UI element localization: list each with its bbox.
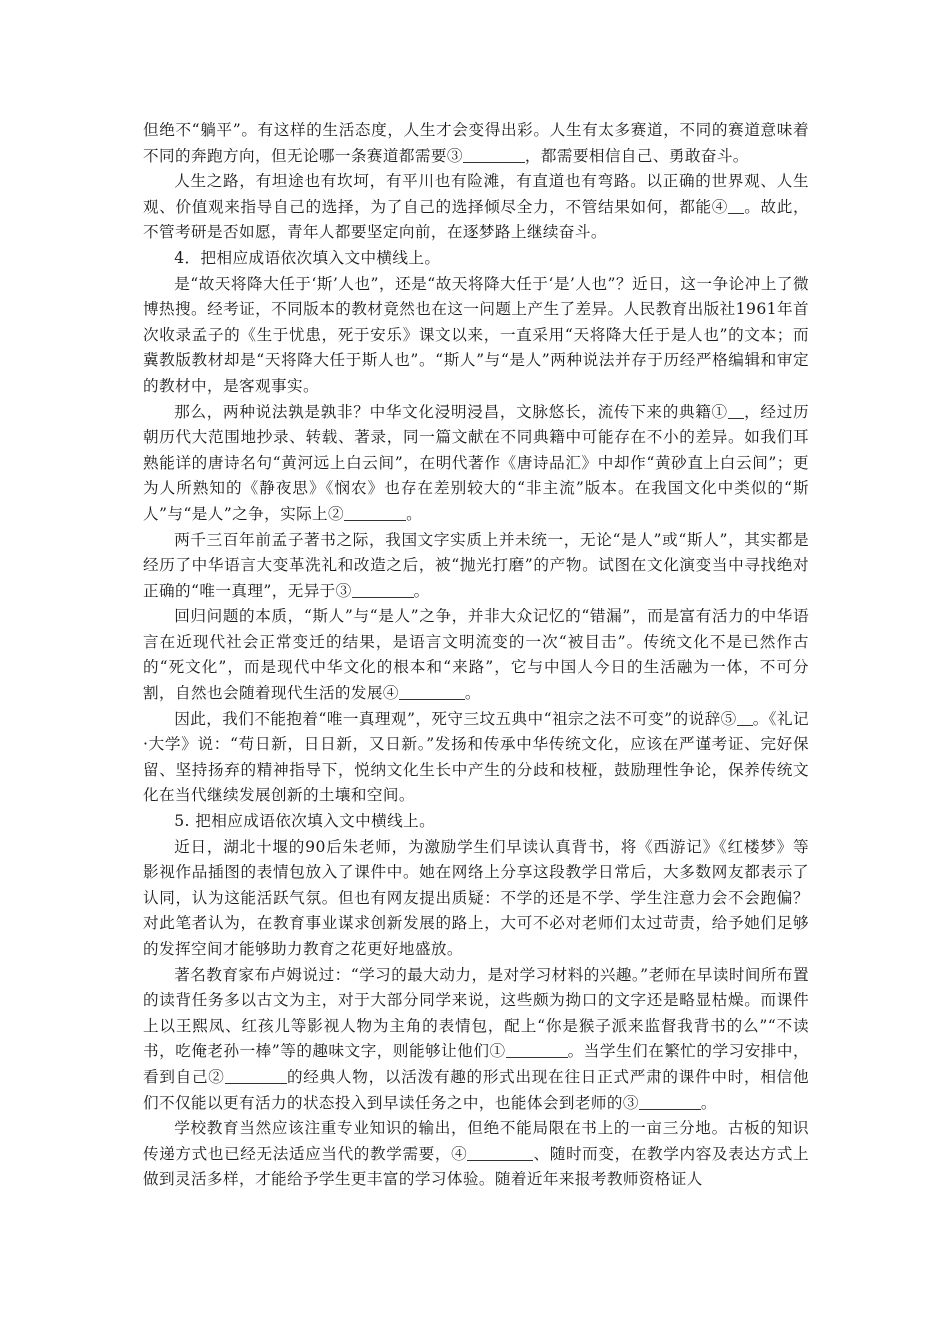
paragraph: 人生之路，有坦途也有坎坷，有平川也有险滩，有直道也有弯路。以正确的世界观、人生观、价值观来指导自己的选择，为了自己的选择倾尽全力，不管结果如何，都能④ 。故此，不管考研是否如愿，青年人都要坚定向前，在逐梦路上继续奋斗。 (143, 172, 809, 242)
answer-blank (728, 197, 744, 214)
paragraph: 近日，湖北十堰的90后朱老师，为激励学生们早读认真背书，将《西游记》《红楼梦》等影视作品插图的表情包放入了课件中。她在网络上分享这段教学日常后，大多数网友都表示了认同，认为这能活跃气氛。但也有网友提出质疑：不学的还是不学、学生注意力会不会跑偏？对此笔者认为，在教育事业谋求创新发展的路上，大可不必对老师们太过苛责，给予她们足够的发挥空间才能够助力教育之花更好地盛放。 (143, 837, 809, 958)
document-page (143, 118, 809, 1193)
answer-blank (639, 1093, 701, 1110)
answer-blank (728, 402, 744, 419)
answer-blank (344, 504, 406, 521)
paragraph: 是“故天将降大任于‘斯’人也”，还是“故天将降大任于‘是’人也”？近日，这一争论冲上了微博热搜。经考证，不同版本的教材竟然也在这一问题上产生了差异。人民教育出版社1961年首次收录孟子的《生于忧患，死于安乐》课文以来，一直采用“天将降大任于是人也”的文本；而冀教版教材却是“天将降大任于斯人也”。“斯人”与“是人”两种说法并存于历经严格编辑和审定的教材中，是客观事实。 (143, 274, 809, 395)
paragraph: 两千三百年前孟子著书之际，我国文字实质上并未统一，无论“是人”或“斯人”，其实都是经历了中华语言大变革洗礼和改造之后，被“抛光打磨”的产物。试图在文化演变当中寻找绝对正确的“唯一真理”，无异于③ 。 (143, 530, 809, 600)
question-5-title: 5. 把相应成语依次填入文中横线上。 (174, 812, 436, 831)
question-4-title: 4．把相应成语依次填入文中横线上。 (174, 248, 441, 267)
paragraph: 回归问题的本质，“斯人”与“是人”之争，并非大众记忆的“错漏”，而是富有活力的中华语言在近现代社会正常变迁的结果，是语言文明流变的一次“被目击”。传统文化不是已然作古的“死文化”，而是现代中华文化的根本和“来路”，它与中国人今日的生活融为一体，不可分割，自然也会随着现代生活的发展④ 。 (143, 607, 809, 703)
answer-blank (506, 1042, 568, 1059)
paragraph: 因此，我们不能抱着“唯一真理观”，死守三坟五典中“祖宗之法不可变”的说辞⑤ 。《礼记·大学》说：“苟日新，日日新，又日新。”发扬和传承中华传统文化，应该在严谨考证、完好保留、坚持扬弃的精神指导下，悦纳文化生长中产生的分歧和枝桠，鼓励理性争论，保养传统文化在当代继续发展创新的土壤和空间。 (143, 709, 809, 805)
paragraph: 但绝不“躺平”。有这样的生活态度，人生才会变得出彩。人生有太多赛道，不同的赛道意味着不同的奔跑方向，但无论哪一条赛道都需要③ ，都需要相信自己、勇敢奋斗。 (143, 121, 809, 165)
answer-blank (467, 1144, 533, 1161)
answer-blank (352, 581, 414, 598)
paragraph: 学校教育当然应该注重专业知识的输出，但绝不能局限在书上的一亩三分地。古板的知识传递方式也已经无法适应当代的教学需要，④ 、随时而变，在教学内容及表达方式上做到灵活多样，才能给予学生更丰富的学习体验。随着近年来报考教师资格证人 (143, 1119, 809, 1189)
answer-blank (399, 683, 465, 700)
paragraph: 那么，两种说法孰是孰非？中华文化浸明浸昌，文脉悠长，流传下来的典籍① ，经过历朝历代大范围地抄录、转载、著录，同一篇文献在不同典籍中可能存在不小的差异。如我们耳熟能详的唐诗名句“黄河远上白云间”，在明代著作《唐诗品汇》中却作“黄砂直上白云间”；更为人所熟知的《静夜思》《悯农》也存在差别较大的“非主流”版本。在我国文化中类似的“斯人”与“是人”之争，实际上② 。 (143, 402, 809, 523)
answer-blank (737, 709, 753, 726)
answer-blank (225, 1067, 287, 1084)
paragraph: 著名教育家布卢姆说过：“学习的最大动力，是对学习材料的兴趣。”老师在早读时间所布置的读背任务多以古文为主，对于大部分同学来说，这些颇为拗口的文字还是略显枯燥。而课件上以王熙凤、红孩儿等影视人物为主角的表情包，配上“你是猴子派来监督我背书的么”“不读书，吃俺老孙一棒”等的趣味文字，则能够让他们① 。当学生们在繁忙的学习安排中，看到自己② 的经典人物，以活泼有趣的形式出现在往日正式严肃的课件中时，相信他们不仅能以更有活力的状态投入到早读任务之中，也能体会到老师的③ 。 (143, 965, 809, 1112)
answer-blank (463, 146, 525, 163)
